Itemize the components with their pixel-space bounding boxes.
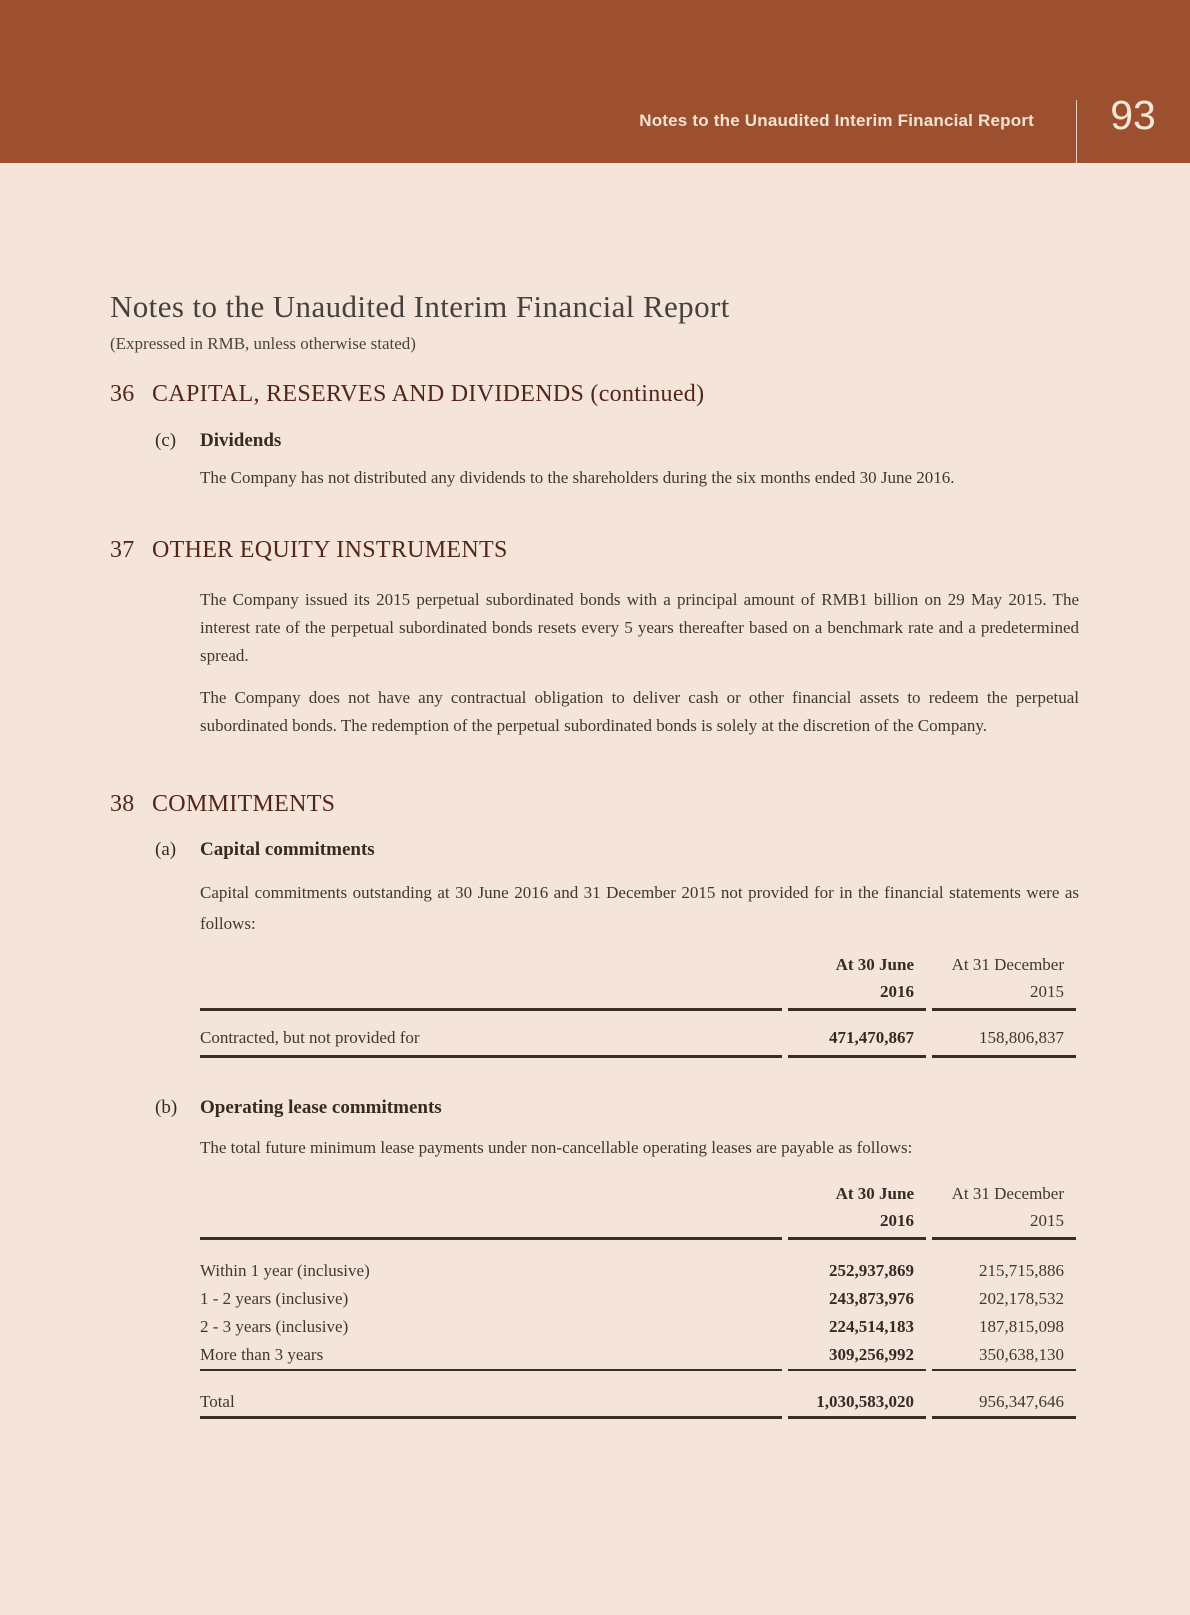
- column-header-2015: [932, 953, 1076, 1011]
- col-2015-line2: 2015: [1030, 982, 1064, 1001]
- subsection-38a-label: (a): [155, 839, 177, 860]
- section-36-number: 36: [110, 381, 135, 407]
- table-header-spacer: [200, 1182, 782, 1240]
- section-37-title: OTHER EQUITY INSTRUMENTS: [152, 537, 508, 563]
- column-header-2015: [932, 1182, 1076, 1240]
- subsection-36c-body: The Company has not distributed any dividends to the shareholders during the six months ended 30 June 2016.: [200, 468, 955, 487]
- table-row-value-2016: 243,873,976: [829, 1289, 914, 1308]
- subsection-38a-body: Capital commitments outstanding at 30 June 2016 and 31 December 2015 not provided for in the financial statements were as follows:: [200, 883, 1079, 933]
- page-content: [0, 289, 1190, 1419]
- col-2016-line1: At 30 June: [835, 1184, 914, 1203]
- subsection-38a-title: Capital commitments: [200, 839, 375, 860]
- table-total-value-2016: 1,030,583,020: [788, 1371, 926, 1419]
- header-breadcrumb: Notes to the Unaudited Interim Financial Report: [639, 111, 1034, 130]
- page-title: Notes to the Unaudited Interim Financial Report: [110, 289, 730, 324]
- section-37-paragraph-1: The Company issued its 2015 perpetual subordinated bonds with a principal amount of RMB1 billion on 29 May 2015. The interest rate of the perpetual subordinated bonds resets every 5 years thereafter based on a benchmark rate and a predetermined spread.: [200, 590, 1079, 665]
- header-band: [0, 0, 1190, 163]
- col-2015-line1: At 31 December: [951, 1184, 1064, 1203]
- subsection-36c-title: Dividends: [200, 430, 282, 451]
- table-row-value-2016: 224,514,183: [829, 1317, 914, 1336]
- section-38-heading: [110, 790, 1079, 818]
- subsection-38b-body: The total future minimum lease payments under non-cancellable operating leases are payable as follows:: [200, 1138, 913, 1157]
- table-row-value-2015: 158,806,837: [932, 1011, 1076, 1058]
- section-37-heading: [110, 536, 1079, 564]
- section-38-number: 38: [110, 791, 135, 817]
- table-row-value-2015: 215,715,886: [979, 1261, 1064, 1280]
- subsection-36c-label: (c): [155, 430, 177, 451]
- table-header-spacer: [200, 953, 782, 1011]
- col-2015-line2: 2015: [1030, 1211, 1064, 1230]
- table-row-label: More than 3 years: [200, 1341, 782, 1371]
- table-row-value-2016: 309,256,992: [788, 1341, 926, 1371]
- section-36-heading: [110, 380, 1079, 408]
- table-row-label: Within 1 year (inclusive): [200, 1261, 370, 1280]
- subsection-38b-label: (b): [155, 1097, 178, 1118]
- section-36-title: CAPITAL, RESERVES AND DIVIDENDS (continued): [152, 381, 705, 407]
- capital-commitments-table: [200, 953, 1076, 1058]
- subsection-36c-heading: [155, 429, 1079, 452]
- table-row-label: Contracted, but not provided for: [200, 1011, 782, 1058]
- table-total-label: Total: [200, 1371, 782, 1419]
- subsection-38b-title: Operating lease commitments: [200, 1097, 442, 1118]
- section-37-number: 37: [110, 537, 135, 563]
- table-row-value-2016: 471,470,867: [788, 1011, 926, 1058]
- section-37-paragraph-2: The Company does not have any contractual obligation to deliver cash or other financial assets to redeem the perpetual subordinated bonds. The redemption of the perpetual subordinated bonds is solely at the discretion of the Company.: [200, 688, 1079, 735]
- table-row-label: 1 - 2 years (inclusive): [200, 1289, 349, 1308]
- column-header-2016: [788, 1182, 926, 1240]
- table-row-value-2015: 350,638,130: [932, 1341, 1076, 1371]
- page-number: 93: [1110, 92, 1156, 138]
- col-2016-line1: At 30 June: [835, 955, 914, 974]
- column-header-2016: [788, 953, 926, 1011]
- page-subtitle: (Expressed in RMB, unless otherwise stated): [110, 334, 416, 353]
- table-row-value-2015: 202,178,532: [979, 1289, 1064, 1308]
- operating-lease-table: [200, 1182, 1076, 1419]
- table-total-value-2015: 956,347,646: [932, 1371, 1076, 1419]
- table-row-value-2016: 252,937,869: [829, 1261, 914, 1280]
- table-row-label: 2 - 3 years (inclusive): [200, 1317, 349, 1336]
- subsection-38a-heading: [155, 838, 1079, 861]
- col-2015-line1: At 31 December: [951, 955, 1064, 974]
- subsection-38b-heading: [155, 1096, 1079, 1119]
- col-2016-line2: 2016: [880, 982, 914, 1001]
- section-38-title: COMMITMENTS: [152, 791, 336, 817]
- table-row-value-2015: 187,815,098: [979, 1317, 1064, 1336]
- col-2016-line2: 2016: [880, 1211, 914, 1230]
